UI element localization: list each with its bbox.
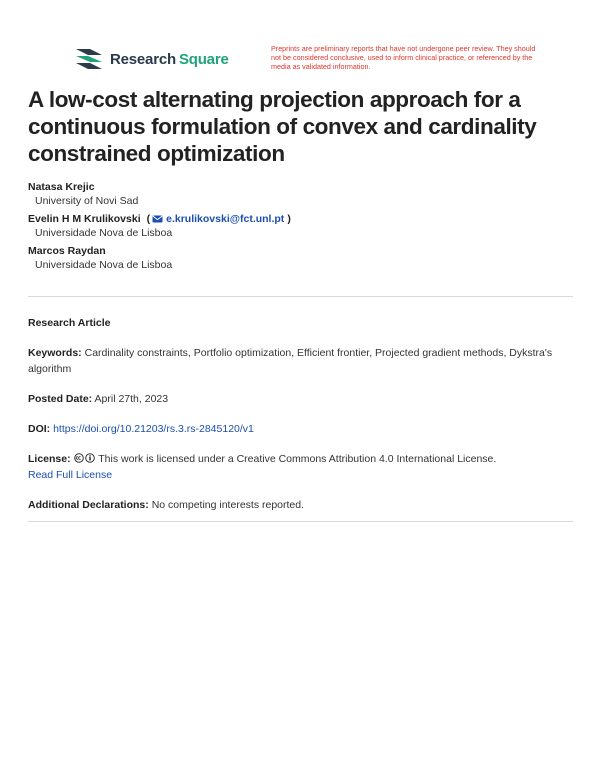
research-square-logo-icon [74,46,104,72]
keywords [28,345,573,377]
posted-date [28,391,573,407]
author-name: Evelin H M Krulikovski [28,213,141,225]
keywords-label: Keywords: [28,347,82,359]
author-affiliation: Universidade Nova de Lisboa [35,259,173,271]
read-full-license-link[interactable]: Read Full License [28,469,113,481]
logo-word-square: Square [178,50,229,68]
mail-icon [152,215,163,223]
email-open-paren: ( [146,213,151,225]
additional-declarations [28,497,573,513]
author-affiliation: Universidade Nova de Lisboa [35,227,173,239]
logo-text [110,51,229,68]
author-list [28,180,573,276]
header [74,44,554,76]
cc-icon [74,453,84,463]
article-type-label: Research Article [28,317,111,329]
article-type [28,315,573,331]
email-link[interactable]: e.krulikovski@fct.unl.pt [166,213,285,225]
logo-word-research: Research [110,50,176,68]
declarations-value: No competing interests reported. [151,499,305,511]
doi-link[interactable]: https://doi.org/10.21203/rs.3.rs-2845120/v1 [53,423,254,435]
posted-date-label: Posted Date: [28,393,93,405]
author-affiliation: University of Novi Sad [35,195,139,207]
author-name: Natasa Krejic [28,181,95,193]
author-email [147,212,291,226]
paper-title: A low-cost alternating projection approach for a continuous formulation of convex and cardinality constrained optimization [28,87,537,166]
posted-date-value: April 27th, 2023 [94,393,169,405]
keywords-value: Cardinality constraints, Portfolio optimization, Efficient frontier, Projected gradient methods, Dykstra's algorithm [28,347,553,375]
email-close-paren: ) [287,213,291,225]
author-name: Marcos Raydan [28,245,106,257]
author-name-row [28,212,573,226]
doi [28,421,573,437]
doi-label: DOI: [28,423,51,435]
research-square-logo[interactable] [74,46,229,72]
declarations-label: Additional Declarations: [28,499,149,511]
license-label: License: [28,453,71,465]
preprint-disclaimer: Preprints are preliminary reports that have not undergone peer review. They should not be considered conclusive, used to inform clinical practice, or referenced by the media as validated information. [271,44,536,71]
license [28,451,573,483]
license-text: This work is licensed under a Creative Commons Attribution 4.0 International License. [98,453,497,465]
divider-top [28,296,573,297]
cc-by-icon [85,453,95,463]
divider-bottom [28,521,573,522]
